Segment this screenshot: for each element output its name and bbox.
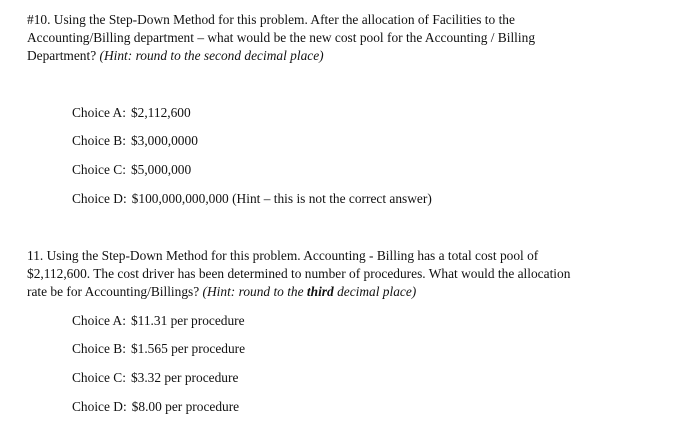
question-11-hint: [203, 284, 417, 299]
question-11-hint-pre: (Hint: round to the: [202, 284, 307, 299]
question-10-hint: (Hint: round to the second decimal place): [99, 48, 324, 63]
choice-value: $8.00 per procedure: [131, 399, 240, 414]
question-10-line-2: Accounting/Billing department – what would be the new cost pool for the Accounting / Billing: [27, 30, 536, 45]
question-11-line-2: $2,112,600. The cost driver has been determined to number of procedures. What would the allocation: [27, 266, 571, 281]
question-10-choice-c: [72, 161, 191, 179]
question-10-text: [27, 11, 687, 65]
question-11-hint-bold: third: [306, 284, 334, 299]
question-11-choice-a: [72, 312, 245, 330]
question-11-hint-post: decimal place): [333, 284, 417, 299]
question-10-choice-a: [72, 104, 191, 122]
choice-value: $11.31 per procedure: [130, 313, 245, 328]
question-10-choice-b: [72, 132, 198, 150]
choice-value: $2,112,600: [130, 105, 191, 120]
question-11-choice-b: [72, 340, 245, 358]
choice-value: $3.32 per procedure: [130, 370, 239, 385]
choice-value: $3,000,0000: [130, 133, 198, 148]
question-11-line-3: [27, 283, 687, 301]
question-10-choice-d: [72, 190, 432, 208]
question-11-text: [27, 247, 687, 301]
question-10-line-3-text: Department?: [27, 48, 100, 63]
choice-label: Choice B:: [72, 341, 126, 356]
choice-value: $5,000,000: [130, 162, 192, 177]
question-11-choice-c: [72, 369, 238, 387]
choice-value: $100,000,000,000 (Hint – this is not the correct answer): [131, 191, 432, 206]
choice-value: $1.565 per procedure: [130, 341, 246, 356]
choice-label: Choice A:: [72, 105, 126, 120]
question-10-line-1: #10. Using the Step-Down Method for this problem. After the allocation of Facilities to the: [27, 12, 515, 27]
choice-label: Choice D:: [72, 399, 127, 414]
question-10-line-3: [27, 47, 687, 65]
choice-label: Choice D:: [72, 191, 127, 206]
choice-label: Choice C:: [72, 370, 126, 385]
choice-label: Choice A:: [72, 313, 126, 328]
question-11-line-3-text: rate be for Accounting/Billings?: [27, 284, 203, 299]
question-11-line-1: 11. Using the Step-Down Method for this problem. Accounting - Billing has a total cost pool of: [27, 248, 539, 263]
choice-label: Choice B:: [72, 133, 126, 148]
choice-label: Choice C:: [72, 162, 126, 177]
question-11-choice-d: [72, 398, 239, 416]
